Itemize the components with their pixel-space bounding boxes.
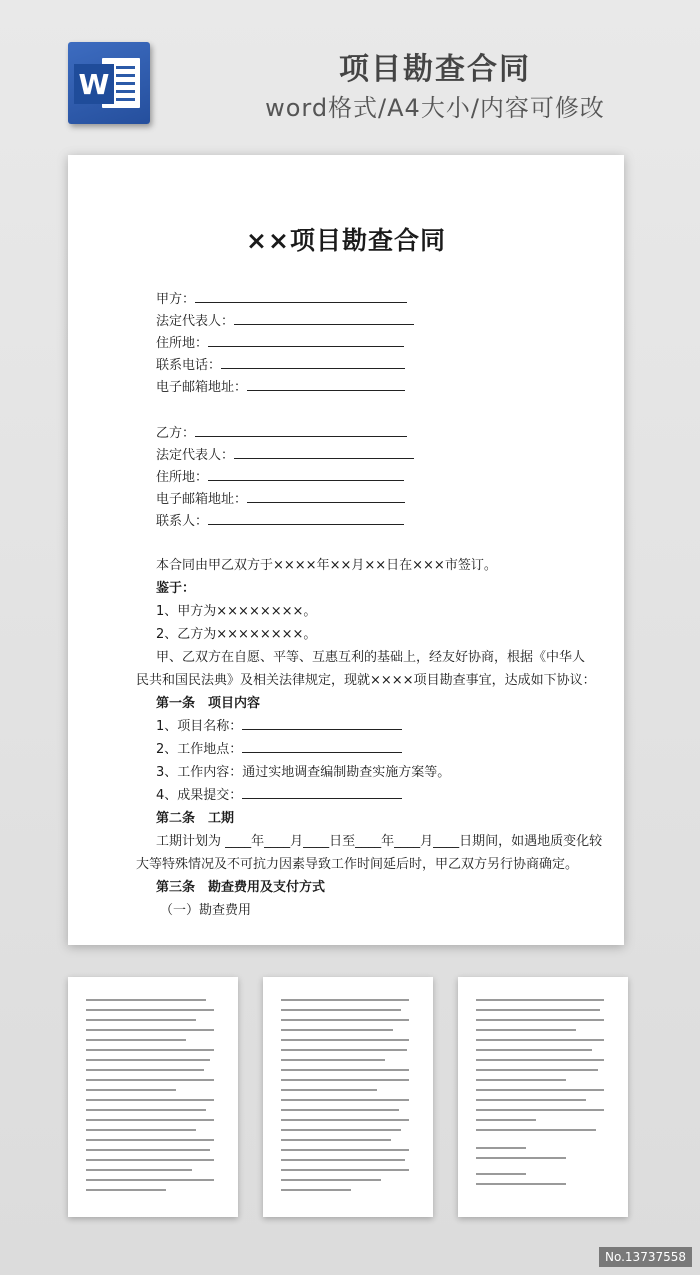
header-subtitle: word格式/A4大小/内容可修改 [265,94,605,122]
page-thumbnail [458,977,628,1217]
fill-blank [234,446,414,459]
fill-blank [242,717,402,730]
party-a-row [156,376,405,395]
fill-blank [195,290,407,303]
field-label: 法定代表人： [156,448,235,463]
fill-blank [247,378,405,391]
header-title: 项目勘查合同 [339,52,531,87]
document-page [68,155,624,945]
party-b-row [156,466,404,485]
field-label: 乙方： [156,426,196,441]
field-label: 电子邮箱地址： [156,380,248,395]
field-label: 4、成果提交： [156,788,243,803]
project-item [156,784,402,803]
field-label: 甲方： [156,292,196,307]
field-label: 2、工作地点： [156,742,243,757]
party-b-row [156,510,404,529]
fill-blank [208,468,404,481]
party-a-row [156,354,405,373]
field-label: 法定代表人： [156,314,235,329]
article-1-heading: 第一条 项目内容 [156,696,261,711]
page-thumbnail [68,977,238,1217]
party-b-row [156,422,407,441]
project-item [156,738,402,757]
field-label: 住所地： [156,470,209,485]
agreement-text: 民共和国民法典》及相关法律规定，现就××××项目勘查事宜，达成如下协议： [136,673,596,688]
field-label: 住所地： [156,336,209,351]
fill-blank [208,512,404,525]
field-label: 联系人： [156,514,209,529]
party-b-row [156,444,414,463]
document-title: ××项目勘查合同 [246,226,446,255]
party-a-row [156,310,414,329]
fill-blank [208,334,404,347]
field-label: 电子邮箱地址： [156,492,248,507]
field-label: 1、项目名称： [156,719,243,734]
whereas-item: 1、甲方为××××××××。 [156,604,317,619]
page-thumbnail [263,977,433,1217]
field-label: 联系电话： [156,358,222,373]
period-text: 大等特殊情况及不可抗力因素导致工作时间延后时，甲乙双方另行协商确定。 [136,857,579,872]
fill-blank [242,786,402,799]
whereas-heading: 鉴于： [156,581,196,596]
image-serial-number: No.13737558 [599,1247,692,1267]
project-item [156,715,402,734]
fee-subheading: （一）勘查费用 [160,903,252,918]
word-app-icon [68,42,150,124]
fill-blank [234,312,414,325]
period-text: 工期计划为 ____年____月____日至____年____月____日期间，如遇地质变化较 [156,834,603,849]
signing-statement: 本合同由甲乙双方于××××年××月××日在×××市签订。 [156,558,497,573]
party-a-row [156,332,404,351]
party-b-row [156,488,405,507]
article-3-heading: 第三条 勘查费用及支付方式 [156,880,326,895]
fill-blank [221,356,405,369]
whereas-item: 2、乙方为××××××××。 [156,627,317,642]
fill-blank [242,740,402,753]
project-item: 3、工作内容：通过实地调查编制勘查实施方案等。 [156,765,451,780]
fill-blank [247,490,405,503]
word-letter-icon: W [74,64,114,104]
agreement-text: 甲、乙双方在自愿、平等、互惠互利的基础上，经友好协商，根据《中华人 [156,650,586,665]
fill-blank [195,424,407,437]
party-a-row [156,288,407,307]
article-2-heading: 第二条 工期 [156,811,235,826]
